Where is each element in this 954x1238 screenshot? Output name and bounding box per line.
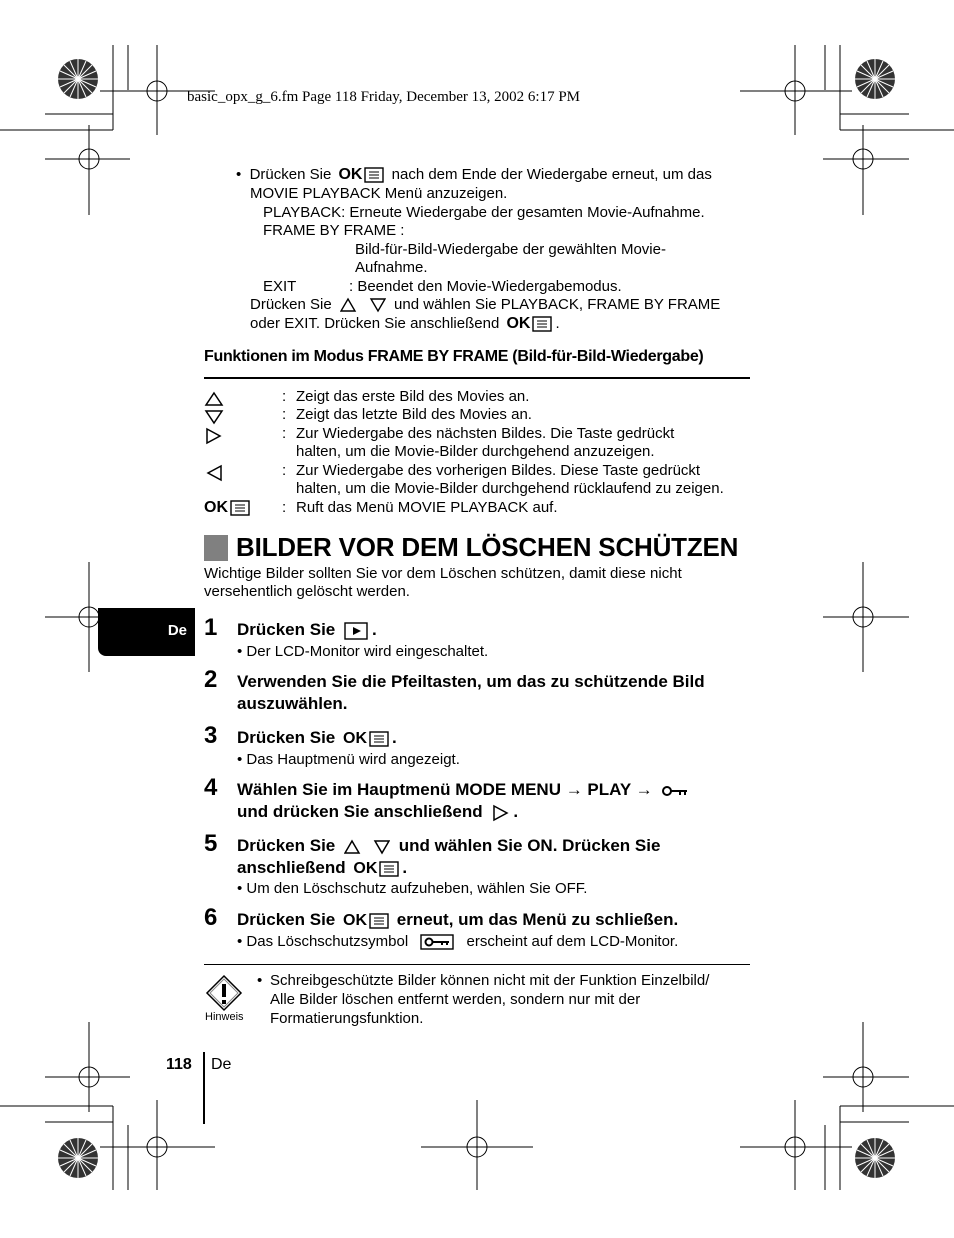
- ok-menu-icon: OK: [343, 910, 389, 932]
- note-bullet: •: [257, 972, 263, 989]
- ok-menu-icon: OK: [338, 166, 384, 185]
- right-arrow-icon: [204, 425, 274, 451]
- ok-menu-icon: OK: [343, 728, 389, 750]
- functions-title: Funktionen im Modus FRAME BY FRAME (Bild-für-Bild-Wiedergabe): [204, 348, 704, 365]
- step-number: 5: [204, 830, 218, 857]
- functions-rule: [204, 377, 750, 379]
- section-title: BILDER VOR DEM LÖSCHEN SCHÜTZEN: [236, 532, 739, 562]
- step-5-line-2: anschließend OK .: [237, 857, 407, 880]
- note-line-3: Formatierungsfunktion.: [270, 1010, 424, 1027]
- step-number: 2: [204, 666, 218, 693]
- step-1-text: Drücken Sie .: [237, 620, 377, 639]
- section-heading: [204, 532, 738, 563]
- step-number: 6: [204, 904, 218, 931]
- intro-line-7b: : Beendet den Movie-Wiedergabemodus.: [349, 278, 622, 295]
- intro-line-6: Aufnahme.: [355, 259, 428, 276]
- section-intro-1: Wichtige Bilder sollten Sie vor dem Löschen schützen, damit diese nicht: [204, 565, 682, 582]
- left-arrow-icon: [204, 462, 274, 488]
- protect-key-icon: [661, 784, 689, 798]
- note-rule: [204, 964, 750, 965]
- step-2-line-2: auszuwählen.: [237, 694, 348, 713]
- playback-button-icon: [344, 622, 368, 640]
- ok-menu-icon: OK: [353, 858, 399, 880]
- intro-line-1: • Drücken Sie OK nach dem Ende der Wiedergabe erneut, um das: [236, 166, 712, 184]
- note-line-1: Schreibgeschützte Bilder können nicht mit der Funktion Einzelbild/: [270, 972, 710, 989]
- step-number: 3: [204, 722, 218, 749]
- footer-lang: De: [211, 1056, 232, 1073]
- intro-line-9: oder EXIT. Drücken Sie anschließend OK .: [250, 315, 560, 333]
- ok-menu-icon: OK: [204, 499, 274, 518]
- step-4-line-1: Wählen Sie im Hauptmenü MODE MENU → PLAY →: [237, 779, 689, 801]
- warning-icon: [205, 974, 243, 1012]
- step-4-line-2: und drücken Sie anschließend .: [237, 802, 519, 821]
- step-1-note: • Der LCD-Monitor wird eingeschaltet.: [237, 643, 489, 660]
- intro-line-8: Drücken Sie und wählen Sie PLAYBACK, FRAME BY FRAME: [250, 296, 721, 313]
- intro-line-5: Bild-für-Bild-Wiedergabe der gewählten Movie-: [355, 241, 666, 258]
- protect-key-icon: [420, 934, 454, 950]
- intro-line-4: FRAME BY FRAME :: [263, 222, 405, 239]
- up-down-arrow-icon: [344, 839, 390, 855]
- step-3-note: • Das Hauptmenü wird angezeigt.: [237, 751, 460, 768]
- intro-line-3: PLAYBACK: Erneute Wiedergabe der gesamten Movie-Aufnahme.: [263, 204, 705, 221]
- step-number: 1: [204, 614, 218, 641]
- step-number: 4: [204, 774, 218, 801]
- up-down-arrow-icon: [340, 297, 386, 313]
- language-tab: De: [98, 608, 195, 656]
- file-header: basic_opx_g_6.fm Page 118 Friday, December 13, 2002 6:17 PM: [187, 89, 580, 105]
- page-number: 118: [166, 1056, 192, 1073]
- step-6-text: Drücken Sie OK erneut, um das Menü zu schließen.: [237, 909, 678, 932]
- step-3-text: Drücken Sie OK .: [237, 727, 397, 750]
- note-label: Hinweis: [205, 1011, 244, 1023]
- intro-line-7a: EXIT: [263, 278, 297, 295]
- note-line-2: Alle Bilder löschen entfernt werden, sondern nur mit der: [270, 991, 641, 1008]
- section-intro-2: versehentlich gelöscht werden.: [204, 583, 410, 600]
- ok-menu-icon: OK: [506, 315, 552, 334]
- step-5-note: • Um den Löschschutz aufzuheben, wählen Sie OFF.: [237, 880, 588, 897]
- step-6-note: • Das Löschschutzsymbol erscheint auf dem LCD-Monitor.: [237, 933, 679, 950]
- section-marker: [204, 535, 228, 561]
- footer-divider: [203, 1052, 205, 1124]
- intro-line-2: MOVIE PLAYBACK Menü anzuzeigen.: [250, 185, 508, 202]
- right-arrow-icon: [491, 804, 509, 822]
- step-5-line-1: Drücken Sie und wählen Sie ON. Drücken Sie: [237, 836, 661, 855]
- step-2-line-1: Verwenden Sie die Pfeiltasten, um das zu schützende Bild: [237, 672, 705, 691]
